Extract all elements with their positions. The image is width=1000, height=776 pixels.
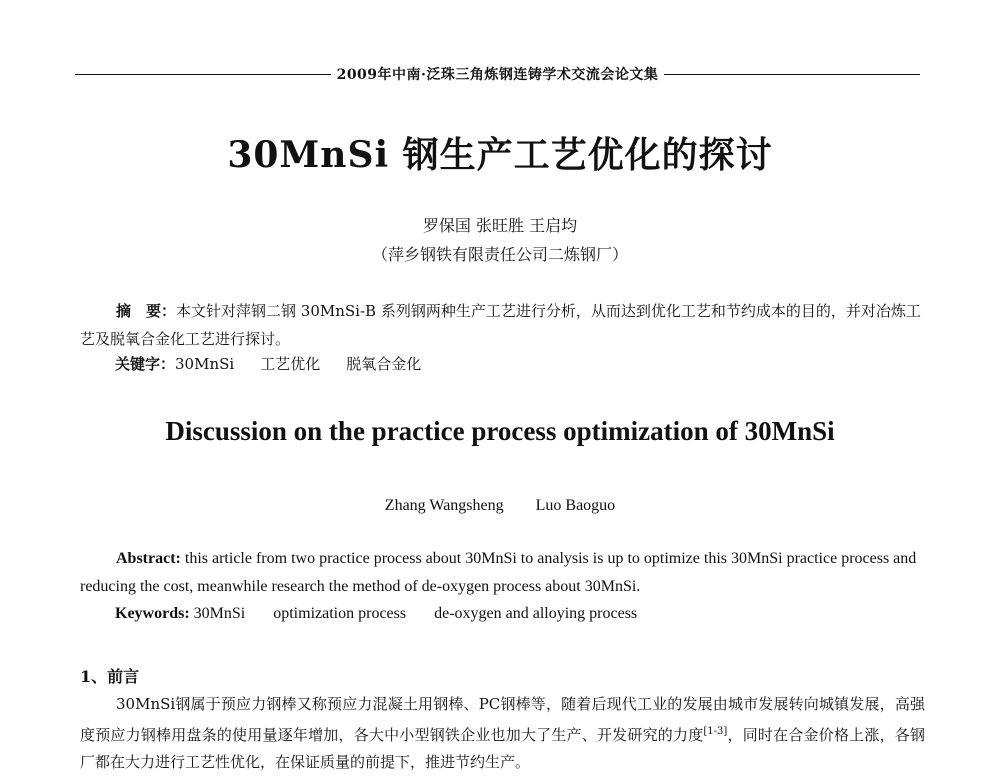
- authors-cn: 罗保国 张旺胜 王启均: [422, 216, 578, 235]
- keyword-en-item: 30MnSi: [193, 605, 246, 622]
- keywords-en-label: Keywords:: [115, 605, 190, 622]
- section-heading: 1、前言: [80, 667, 140, 686]
- abstract-en-text: this article from two practice process about 30MnSi to analysis is up to optimize this 30MnSi practice process and reducing the cost, meanwhile research the method of de-oxygen process about 30MnSi.: [80, 550, 917, 595]
- abstract-en-label: Abstract:: [116, 550, 181, 567]
- abstract-en: [80, 545, 925, 601]
- keywords-en: [115, 603, 915, 625]
- running-header-text: 2009年中南·泛珠三角炼钢连铸学术交流会论文集: [336, 67, 659, 83]
- keywords-cn: [115, 353, 915, 375]
- abstract-cn: [80, 297, 925, 353]
- paper-title-cn: 30MnSi 钢生产工艺优化的探讨: [227, 134, 773, 176]
- abstract-cn-text: 本文针对萍钢二钢 30MnSi-B 系列钢两种生产工艺进行分析，从而达到优化工艺和节约成本的目的，并对冶炼工艺及脱氧合金化工艺进行探讨。: [80, 302, 921, 348]
- section-body-text: 30MnSi钢属于预应力钢棒又称预应力混凝土用钢棒、PC钢棒等，随着后现代工业的发展由城市发展转向城镇发展，高强度预应力钢棒用盘条的使用量逐年增加，各大中小型钢铁企业也加大了生产、开发研究的力度: [80, 695, 925, 744]
- abstract-cn-label: 摘 要：: [116, 302, 177, 320]
- header-rule-left: [75, 74, 331, 75]
- keyword-cn-item: 30MnSi: [175, 355, 235, 373]
- keyword-cn-item: 工艺优化: [260, 355, 321, 373]
- keywords-cn-label: 关键字：: [115, 355, 176, 373]
- paper-title-en: Discussion on the practice process optimization of 30MnSi: [165, 416, 835, 446]
- running-header: [75, 62, 920, 86]
- affiliation-cn: （萍乡钢铁有限责任公司二炼钢厂）: [371, 245, 628, 264]
- keyword-cn-item: 脱氧合金化: [346, 355, 422, 373]
- header-rule-right: [664, 74, 920, 75]
- section-body: [80, 691, 925, 776]
- citation-ref: [1-3]: [703, 726, 728, 737]
- authors-en: Zhang Wangsheng Luo Baoguo: [384, 497, 616, 514]
- keyword-en-item: optimization process: [273, 605, 407, 622]
- keyword-en-item: de-oxygen and alloying process: [434, 605, 638, 622]
- section-body-text-cont: ，同时在合金价格上涨，各钢厂都在大力进行工艺性优化，在保证质量的前提下，推进节约生产。: [80, 726, 925, 771]
